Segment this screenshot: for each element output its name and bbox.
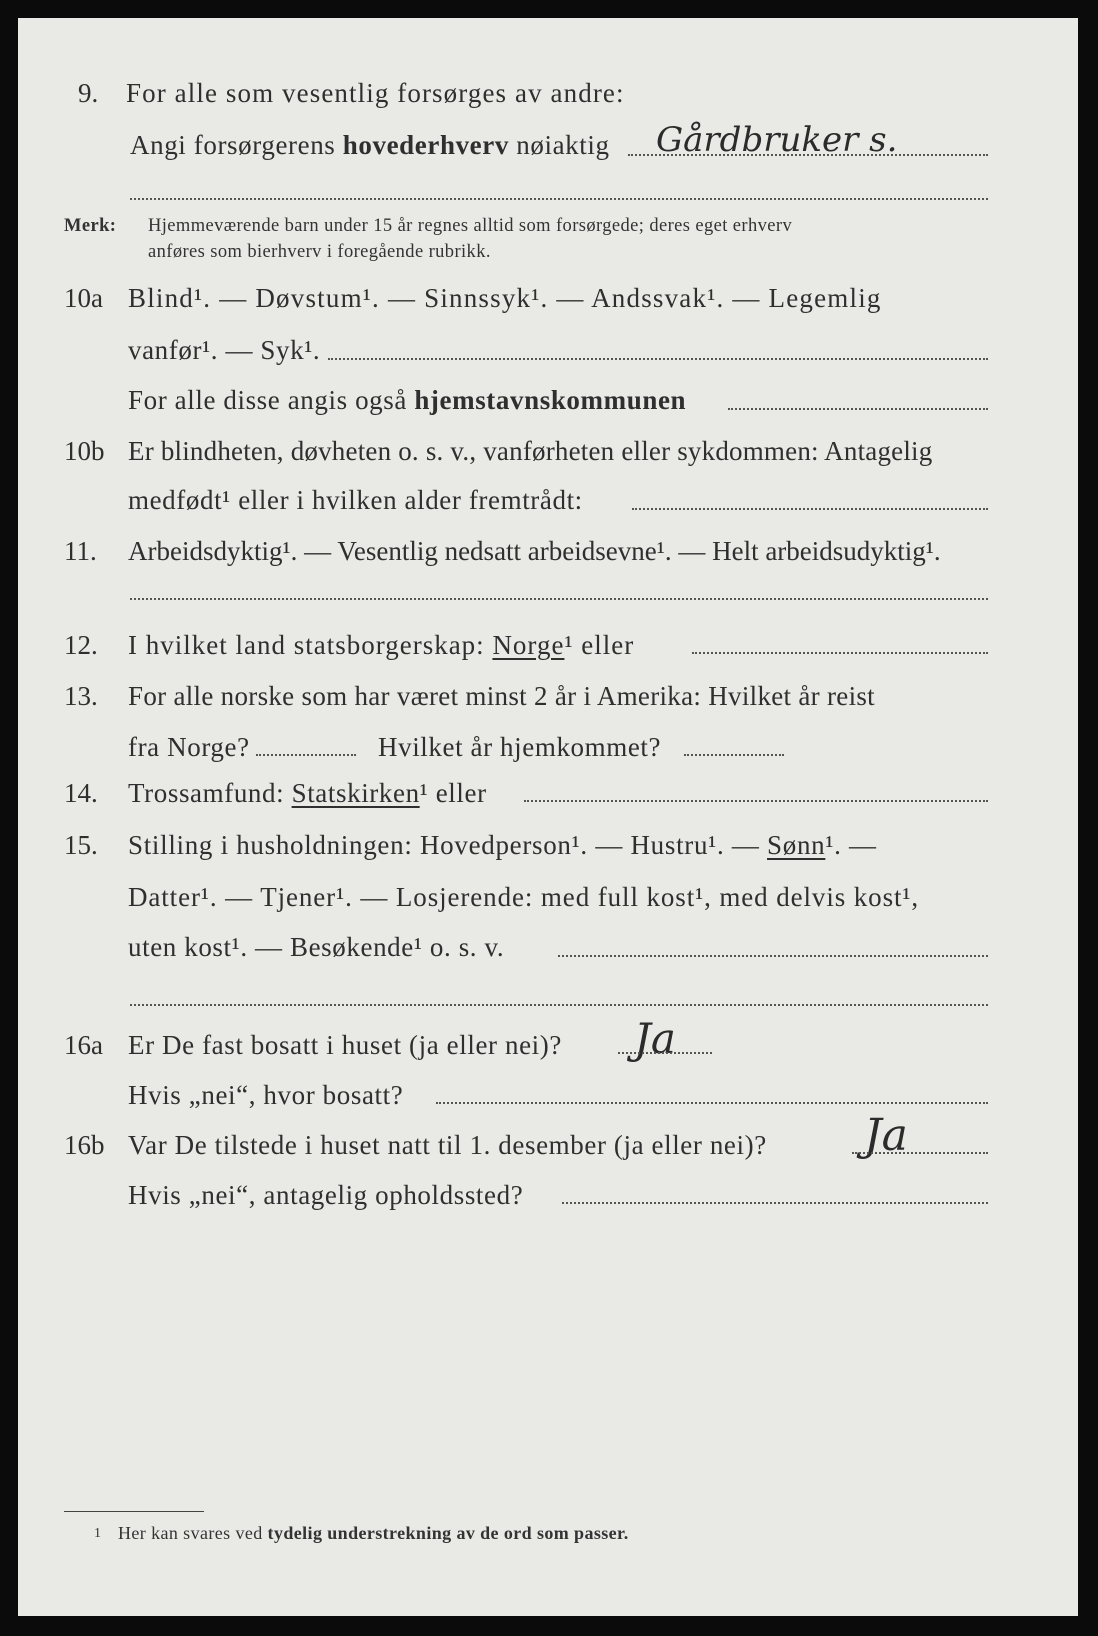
merk-label: Merk:	[64, 216, 117, 236]
q9-answer-line	[628, 154, 988, 156]
footnote-mark: 1	[94, 1526, 102, 1541]
q9-handwritten-answer: Gårdbruker s.	[656, 120, 898, 160]
q13-year-left-blank	[256, 754, 356, 756]
q14-blank	[524, 800, 988, 802]
q15-line2: Datter¹. — Tjener¹. — Losjerende: med full kost¹, med delvis kost¹,	[128, 882, 920, 912]
q12-blank	[692, 652, 988, 654]
q13-year-returned-blank	[684, 754, 784, 756]
q16b-line2: Hvis „nei“, antagelig opholdssted?	[128, 1180, 524, 1210]
q13-line2b: Hvilket år hjemkommet?	[378, 732, 662, 762]
q9-line1: For alle som vesentlig forsørges av andre:	[126, 78, 625, 108]
q10b-line1: Er blindheten, døvheten o. s. v., vanførheten eller sykdommen: Antagelig	[128, 436, 933, 466]
q16a-line1: Er De fast bosatt i huset (ja eller nei)?	[128, 1030, 562, 1060]
q15-line1: Stilling i husholdningen: Hovedperson¹. — Hustru¹. — Sønn¹. —	[128, 830, 877, 860]
q9-number: 9.	[78, 78, 99, 108]
q12-number: 12.	[64, 630, 98, 660]
q10b-blank	[632, 508, 988, 510]
q11-number: 11.	[64, 536, 97, 566]
q15-blank	[130, 1004, 988, 1006]
q13-line2a: fra Norge?	[128, 732, 250, 762]
q10a-line3-blank	[728, 408, 988, 410]
q12-text: I hvilket land statsborgerskap: Norge¹ eller	[128, 630, 635, 660]
q16b-number: 16b	[64, 1130, 105, 1160]
q9-blank-line	[130, 198, 988, 200]
q16a-line2: Hvis „nei“, hvor bosatt?	[128, 1080, 404, 1110]
q16b-line1: Var De tilstede i huset natt til 1. desember (ja eller nei)?	[128, 1130, 767, 1160]
footnote-text: Her kan svares ved tydelig understrekning av de ord som passer.	[118, 1523, 629, 1543]
q16b-line2-blank	[562, 1202, 988, 1204]
q16a-line2-blank	[436, 1102, 988, 1104]
q10a-number: 10a	[64, 283, 103, 313]
footnote-rule	[64, 1511, 204, 1512]
q16b-handwritten-answer: Ja	[864, 1110, 908, 1161]
q10a-line2: vanfør¹. — Syk¹.	[128, 335, 321, 365]
q14-text: Trossamfund: Statskirken¹ eller	[128, 778, 487, 808]
merk-line2: anføres som bierhverv i foregående rubrikk.	[148, 242, 491, 262]
q10a-line3: For alle disse angis også hjemstavnskommunen	[128, 385, 687, 415]
q10b-line2: medfødt¹ eller i hvilken alder fremtrådt:	[128, 485, 583, 515]
q15-number: 15.	[64, 830, 98, 860]
q9-line2: Angi forsørgerens hovederhverv nøiaktig	[130, 130, 610, 160]
census-form-page	[18, 18, 1078, 1616]
merk-line1: Hjemmeværende barn under 15 år regnes alltid som forsørgede; deres eget erhverv	[148, 216, 793, 236]
q16a-answer-line	[618, 1052, 712, 1054]
q16a-handwritten-answer: Ja	[634, 1014, 676, 1063]
q11-line1: Arbeidsdyktig¹. — Vesentlig nedsatt arbeidsevne¹. — Helt arbeidsudyktig¹.	[128, 536, 941, 566]
q10b-number: 10b	[64, 436, 105, 466]
q16a-number: 16a	[64, 1030, 103, 1060]
q10a-line2-blank	[328, 358, 988, 360]
q10a-line1: Blind¹. — Døvstum¹. — Sinnssyk¹. — Andssvak¹. — Legemlig	[128, 283, 882, 313]
q11-blank	[130, 598, 988, 600]
q13-line1: For alle norske som har været minst 2 år i Amerika: Hvilket år reist	[128, 681, 875, 711]
q16b-answer-line	[852, 1152, 988, 1154]
q13-number: 13.	[64, 681, 98, 711]
q15-line3: uten kost¹. — Besøkende¹ o. s. v.	[128, 932, 505, 962]
q14-number: 14.	[64, 778, 98, 808]
q15-line3-blank	[558, 955, 988, 957]
